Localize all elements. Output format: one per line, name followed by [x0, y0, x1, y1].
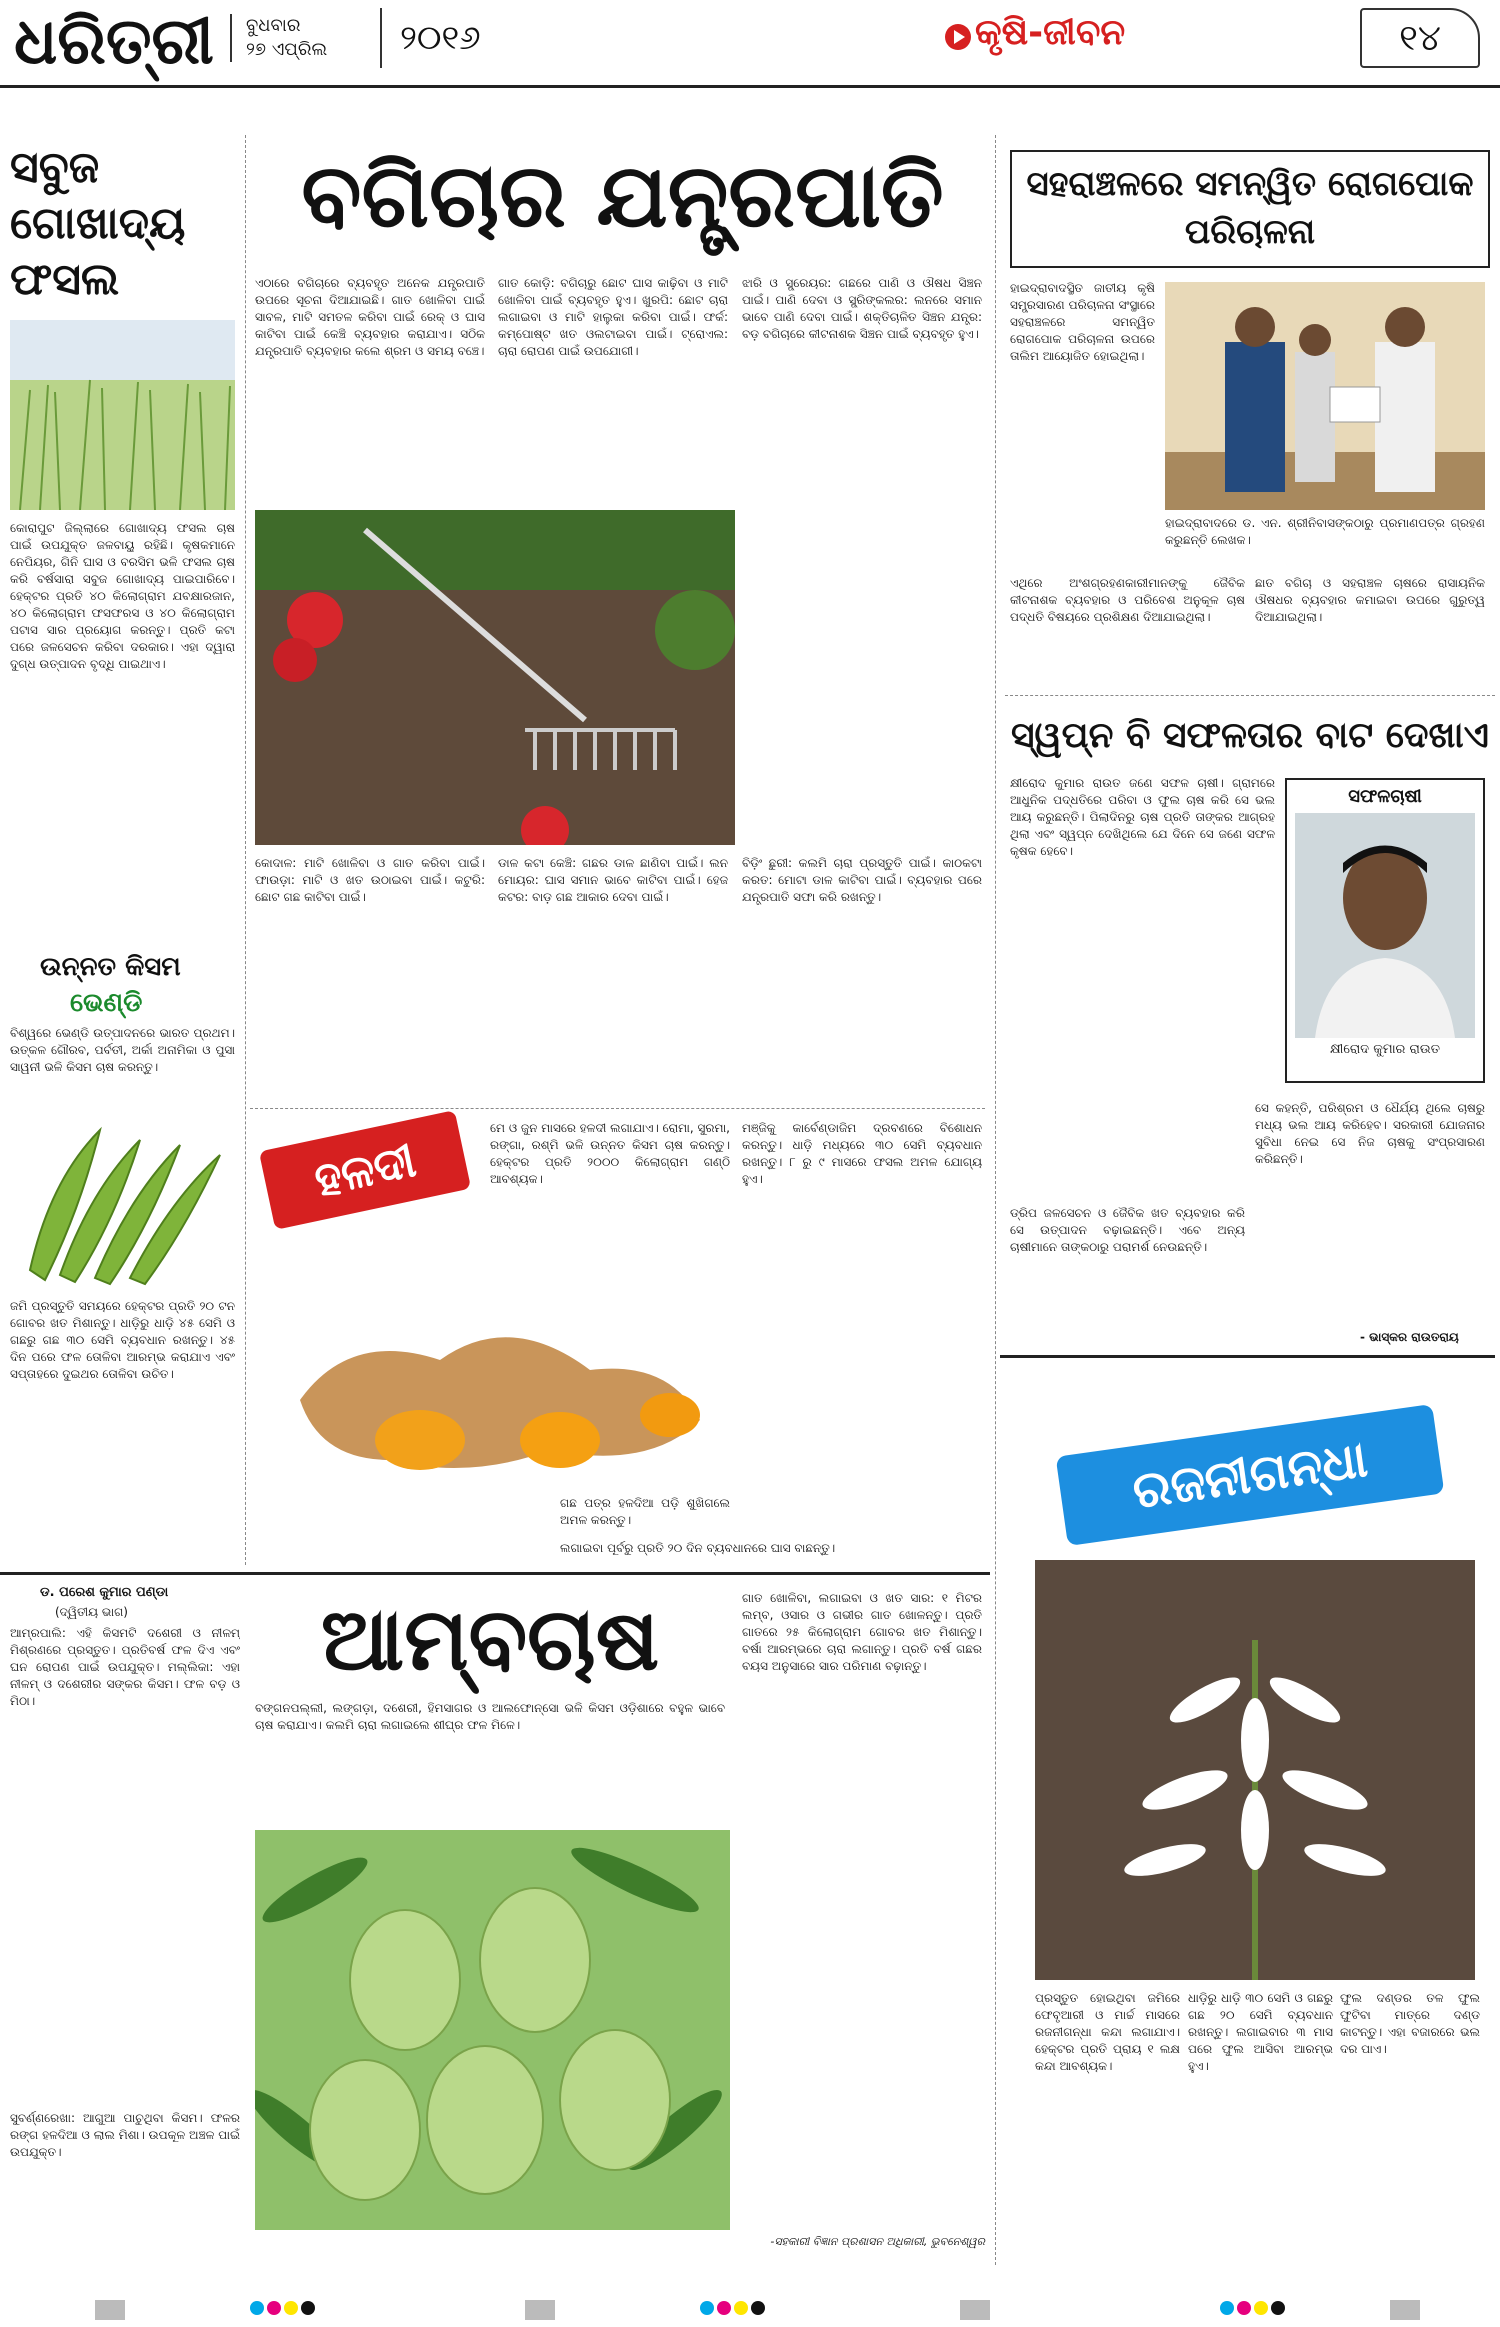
ipm-photo — [1165, 282, 1485, 510]
fodder-body: କୋରାପୁଟ ଜିଲ୍ଲାରେ ଗୋଖାଦ୍ୟ ଫସଲ ଚାଷ ପାଇଁ ଉପଯୁକ୍ତ ଜଳବାୟୁ ରହିଛି। କୃଷକମାନେ ନେପିୟର, ଗିନି ଘାସ ଓ ବରସିମ ଭଳି ଫସଲ ଚାଷ କରି ବର୍ଷସାରା ସବୁଜ ଗୋଖାଦ୍ୟ ପାଇପାରିବେ। ହେକ୍ଟର ପ୍ରତି ୪୦ କିଲୋଗ୍ରାମ ଯବକ୍ଷାରଜାନ, ୪୦ କିଲୋଗ୍ରାମ ଫସଫରସ ଓ ୪୦ କିଲୋଗ୍ରାମ ପଟାସ ସାର ପ୍ରୟୋଗ କରନ୍ତୁ। ପ୍ରତି କଟା ପରେ ଜଳସେଚନ କରିବା ଦରକାର। ଏହା ଦ୍ୱାରା ଦୁଗ୍ଧ ଉତ୍ପାଦନ ବୃଦ୍ଧି ପାଇଥାଏ। — [10, 521, 235, 671]
mango-photo — [255, 1830, 730, 2230]
dream-title: ସ୍ୱପ୍ନ ବି ସଫଳତାର ବାଟ ଦେଖାଏ — [1011, 714, 1489, 756]
farmer-profile-box — [1285, 778, 1485, 1083]
mango-title: ଆମ୍ବଚାଷ — [320, 1589, 660, 1690]
registration-mark — [960, 2300, 990, 2320]
issue-date — [230, 14, 327, 62]
ipm-body-3: ଛାତ ବଗିଚା ଓ ସହରାଞ୍ଚଳ ଚାଷରେ ରାସାୟନିକ ଔଷଧର ବ୍ୟବହାର କମାଇବା ଉପରେ ଗୁରୁତ୍ୱ ଦିଆଯାଇଥିଲା। — [1255, 576, 1485, 624]
dream-body-2: ଡ୍ରିପ ଜଳସେଚନ ଓ ଜୈବିକ ଖତ ବ୍ୟବହାର କରି ସେ ଉତ୍ପାଦନ ବଢ଼ାଇଛନ୍ତି। ଏବେ ଅନ୍ୟ ଚାଷୀମାନେ ତାଙ୍କଠାରୁ ପରାମର୍ଶ ନେଉଛନ୍ତି। — [1010, 1206, 1245, 1254]
okra-photo — [10, 1100, 235, 1290]
mango-part: (ଦ୍ୱିତୀୟ ଭାଗ) — [55, 1605, 128, 1619]
turmeric-photo — [270, 1250, 730, 1490]
tuberose-body-2: ଧାଡ଼ିରୁ ଧାଡ଼ି ୩୦ ସେମି ଓ ଗଛରୁ ଗଛ ୨୦ ସେମି ବ୍ୟବଧାନ ରଖନ୍ତୁ। ଲଗାଇବାର ୩ ମାସ ପରେ ଫୁଲ ଆସିବା ଆରମ୍ଭ ହୁଏ। — [1188, 1991, 1333, 2073]
turmeric-body-2: ମଞ୍ଜିକୁ କାର୍ବେଣ୍ଡାଜିମ ଦ୍ରବଣରେ ବିଶୋଧନ କରନ୍ତୁ। ଧାଡ଼ି ମଧ୍ୟରେ ୩୦ ସେମି ବ୍ୟବଧାନ ରଖନ୍ତୁ। ୮ ରୁ ୯ ମାସରେ ଫସଲ ଅମଳ ଯୋଗ୍ୟ ହୁଏ। — [742, 1121, 982, 1186]
tuberose-title: ରଜନୀଗନ୍ଧା — [1056, 1404, 1445, 1546]
dream-body-1: କ୍ଷୀରୋଦ କୁମାର ରାଉତ ଜଣେ ସଫଳ ଚାଷୀ। ଗ୍ରାମରେ ଆଧୁନିକ ପଦ୍ଧତିରେ ପରିବା ଓ ଫୁଲ ଚାଷ କରି ସେ ଭଲ ଆୟ କରୁଛନ୍ତି। ପିଲାଦିନରୁ ଚାଷ ପ୍ରତି ତାଙ୍କର ଆଗ୍ରହ ଥିଲା ଏବଂ ସ୍ୱପ୍ନ ଦେଖିଥିଲେ ଯେ ଦିନେ ସେ ଜଣେ ସଫଳ କୃଷକ ହେବେ। — [1010, 776, 1275, 858]
color-marks — [250, 2300, 330, 2320]
okra-heading: ଭେଣ୍ଡି — [70, 988, 143, 1018]
tools-body-3: ଝାରି ଓ ସ୍ପ୍ରେୟର: ଗଛରେ ପାଣି ଓ ଔଷଧ ସିଞ୍ଚନ ପାଇଁ। ପାଣି ଦେବା ଓ ସ୍ପ୍ରିଙ୍କଲର: ଲନରେ ସମାନ ଭାବେ ପାଣି ଦେବା ପାଇଁ। ଶକ୍ତିଚାଳିତ ସିଞ୍ଚନ ଯନ୍ତ୍ର: ବଡ଼ ବଗିଚାରେ କୀଟନାଶକ ସିଞ୍ଚନ ପାଇଁ ବ୍ୟବହୃତ ହୁଏ। — [742, 276, 982, 341]
mango-body-1: ଆମ୍ରପାଲି: ଏହି କିସମଟି ଦଶେରୀ ଓ ନୀଳମ୍ ମିଶ୍ରଣରେ ପ୍ରସ୍ତୁତ। ପ୍ରତିବର୍ଷ ଫଳ ଦିଏ ଏବଂ ଘନ ରୋପଣ ପାଇଁ ଉପଯୁକ୍ତ। ମଲ୍ଲିକା: ଏହା ନୀଳମ୍ ଓ ଦଶେରୀର ସଙ୍କର କିସମ। ଫଳ ବଡ଼ ଓ ମିଠା। — [10, 1626, 240, 1708]
dream-body-3: ସେ କହନ୍ତି, ପରିଶ୍ରମ ଓ ଧୈର୍ଯ୍ୟ ଥିଲେ ଚାଷରୁ ମଧ୍ୟ ଭଲ ଆୟ କରିହେବ। ସରକାରୀ ଯୋଜନାର ସୁବିଧା ନେଇ ସେ ନିଜ ଚାଷକୁ ସଂପ୍ରସାରଣ କରିଛନ୍ତି। — [1255, 1101, 1485, 1166]
column-divider — [995, 135, 996, 2265]
tuberose-body-3: ଫୁଲ ଦଣ୍ଡର ତଳ ଫୁଲ ଫୁଟିବା ମାତ୍ରେ ଦଣ୍ଡ କାଟନ୍ତୁ। ଏହା ବଜାରରେ ଭଲ ଦର ପାଏ। — [1340, 1991, 1480, 2056]
tools-body-6: ବିଡ଼ିଂ ଛୁରୀ: କଲମି ଚାରା ପ୍ରସ୍ତୁତି ପାଇଁ। କାଠକଟା କରତ: ମୋଟା ଡାଳ କାଟିବା ପାଇଁ। ବ୍ୟବହାର ପରେ ଯନ୍ତ୍ରପାତି ସଫା କରି ରଖନ୍ତୁ। — [742, 856, 982, 904]
section-divider — [250, 1108, 985, 1109]
ipm-body-2: ଏଥିରେ ଅଂଶଗ୍ରହଣକାରୀମାନଙ୍କୁ ଜୈବିକ କୀଟନାଶକ ବ୍ୟବହାର ଓ ପରିବେଶ ଅନୁକୂଳ ଚାଷ ପଦ୍ଧତି ବିଷୟରେ ପ୍ରଶିକ୍ଷଣ ଦିଆଯାଇଥିଲା। — [1010, 576, 1245, 624]
fodder-photo — [10, 320, 235, 510]
tools-body-2: ଗାତ କୋଡ଼ି: ବଗିଚାରୁ ଛୋଟ ଘାସ କାଢ଼ିବା ଓ ମାଟି ଖୋଳିବା ପାଇଁ ବ୍ୟବହୃତ ହୁଏ। ଖୁରପି: ଛୋଟ ଚାରା ଲଗାଇବା ଓ ମାଟି ହାଲୁକା କରିବା ପାଇଁ। ଫର୍କ: କମ୍ପୋଷ୍ଟ ଖତ ଓଲଟାଇବା ପାଇଁ। ଟ୍ରୋଏଲ: ଚାରା ରୋପଣ ପାଇଁ ଉପଯୋଗୀ। — [498, 276, 728, 358]
section-divider — [1000, 1355, 1495, 1358]
ipm-title: ସହରାଞ୍ଚଳରେ ସମନ୍ୱିତ ରୋଗପୋକ ପରିଚାଳନା — [1026, 164, 1474, 252]
portrait-caption: କ୍ଷୀରୋଦ କୁମାର ରାଉତ — [1330, 1042, 1440, 1057]
tools-body-5: ଡାଳ କଟା କେଞ୍ଚି: ଗଛର ଡାଳ ଛାଣିବା ପାଇଁ। ଲନ ମୋୟର: ଘାସ ସମାନ ଭାବେ କାଟିବା ପାଇଁ। ହେଜ କଟର: ବାଡ଼ ଗଛ ଆକାର ଦେବା ପାଇଁ। — [498, 856, 728, 904]
ipm-title-box — [1010, 150, 1490, 268]
issue-date-text: ୨୭ ଏପ୍ରିଲ — [246, 39, 328, 60]
rake-photo — [255, 510, 735, 845]
variety-heading: ଉନ୍ନତ କିସମ — [40, 952, 181, 982]
issue-year: ୨୦୧୬ — [380, 8, 481, 68]
tuberose-photo — [1035, 1560, 1475, 1980]
section-divider — [1005, 695, 1495, 696]
mango-body-2: ସୁବର୍ଣ୍ଣରେଖା: ଆଗୁଆ ପାଚୁଥିବା କିସମ। ଫଳର ରଙ୍ଗ ହଳଦିଆ ଓ ଲାଲ ମିଶା। ଉପକୂଳ ଅଞ୍ଚଳ ପାଇଁ ଉପଯୁକ୍ତ। — [10, 2111, 240, 2159]
fodder-title: ସବୁଜ ଗୋଖାଦ୍ୟ ଫସଲ — [10, 142, 186, 305]
section-divider — [0, 1572, 990, 1575]
registration-mark — [1390, 2300, 1420, 2320]
newspaper-logo: ଧରିତ୍ରୀ — [14, 4, 214, 79]
masthead — [0, 0, 1500, 88]
profile-label: ସଫଳଚାଷୀ — [1348, 786, 1422, 807]
farmer-portrait — [1295, 813, 1475, 1038]
ipm-photo-caption: ହାଇଦ୍ରାବାଦରେ ଡ. ଏନ. ଶ୍ରୀନିବାସଙ୍କଠାରୁ ପ୍ରମାଣପତ୍ର ଗ୍ରହଣ କରୁଛନ୍ତି ଲେଖକ। — [1165, 516, 1485, 547]
tools-title: ବଗିଚାର ଯନ୍ତ୍ରପାତି — [301, 143, 944, 247]
mango-body-4: ଗାତ ଖୋଳିବା, ଲଗାଇବା ଓ ଖତ ସାର: ୧ ମିଟର ଲମ୍ବ, ଓସାର ଓ ଗଭୀର ଗାତ ଖୋଳନ୍ତୁ। ପ୍ରତି ଗାତରେ ୨୫ କିଲୋଗ୍ରାମ ଗୋବର ଖତ ମିଶାନ୍ତୁ। ବର୍ଷା ଆରମ୍ଭରେ ଚାରା ଲଗାନ୍ତୁ। ପ୍ରତି ବର୍ଷ ଗଛର ବୟସ ଅନୁସାରେ ସାର ପରିମାଣ ବଢ଼ାନ୍ତୁ। — [742, 1591, 982, 1673]
color-marks — [700, 2300, 780, 2320]
mango-byline: ଡ. ପରେଶ କୁମାର ପଣ୍ଡା — [40, 1585, 169, 1600]
page-number: ୧୪ — [1360, 8, 1480, 68]
okra-body: ବିଶ୍ୱରେ ଭେଣ୍ଡି ଉତ୍ପାଦନରେ ଭାରତ ପ୍ରଥମ। ଉତ୍କଳ ଗୌରବ, ପର୍ବତୀ, ଅର୍କା ଅନାମିକା ଓ ପୁସା ସାୱନୀ ଭଳି କିସମ ଚାଷ କରନ୍ତୁ। — [10, 1026, 235, 1074]
turmeric-body-4: ଲଗାଇବା ପୂର୍ବରୁ ପ୍ରତି ୨୦ ଦିନ ବ୍ୟବଧାନରେ ଘାସ ବାଛନ୍ତୁ। — [560, 1541, 836, 1555]
mango-body-3: ବଙ୍ଗନପଲ୍ଲୀ, ଲଙ୍ଗଡ଼ା, ଦଶେରୀ, ହିମସାଗର ଓ ଆଲଫୋନ୍ସୋ ଭଳି କିସମ ଓଡ଼ିଶାରେ ବହୁଳ ଭାବେ ଚାଷ କରାଯାଏ। କଲମି ଚାରା ଲଗାଇଲେ ଶୀଘ୍ର ଫଳ ମିଳେ। — [255, 1701, 725, 1732]
dream-byline: - ଭାସ୍କର ରାଉତରାୟ — [1360, 1330, 1459, 1344]
turmeric-title: ହଳଦୀ — [259, 1110, 471, 1230]
section-title: କୃଷି-ଜୀବନ — [975, 12, 1126, 53]
registration-mark — [95, 2300, 125, 2320]
turmeric-body-1: ମେ ଓ ଜୁନ ମାସରେ ହଳଦୀ ଲଗାଯାଏ। ରୋମା, ସୁରମା, ରଙ୍ଗା, ରଶ୍ମି ଭଳି ଉନ୍ନତ କିସମ ଚାଷ କରନ୍ତୁ। ହେକ୍ଟର ପ୍ରତି ୨୦୦୦ କିଲୋଗ୍ରାମ ଗଣ୍ଠି ଆବଶ୍ୟକ। — [490, 1121, 730, 1186]
mango-footer: -ସହକାରୀ ବିଜ୍ଞାନ ପ୍ରଶାସନ ଅଧିକାରୀ, ଭୁବନେଶ୍ୱର — [770, 2235, 985, 2248]
play-icon — [945, 24, 971, 50]
registration-mark — [525, 2300, 555, 2320]
tuberose-body-1: ପ୍ରସ୍ତୁତ ହୋଇଥିବା ଜମିରେ ଫେବୃଆରୀ ଓ ମାର୍ଚ୍ଚ ମାସରେ ରଜନୀଗନ୍ଧା କନ୍ଦା ଲଗାଯାଏ। ହେକ୍ଟର ପ୍ରତି ପ୍ରାୟ ୧ ଲକ୍ଷ କନ୍ଦା ଆବଶ୍ୟକ। — [1035, 1991, 1180, 2073]
color-marks — [1220, 2300, 1300, 2320]
issue-day: ବୁଧବାର — [246, 15, 301, 36]
tools-body-1: ଏଠାରେ ବଗିଚାରେ ବ୍ୟବହୃତ ଅନେକ ଯନ୍ତ୍ରପାତି ଉପରେ ସୂଚନା ଦିଆଯାଇଛି। ଗାତ ଖୋଳିବା ପାଇଁ ସାବଳ, ମାଟି ସମତଳ କରିବା ପାଇଁ ରେକ୍ ଓ ଘାସ କାଟିବା ପାଇଁ କେଞ୍ଚି ବ୍ୟବହାର କରାଯାଏ। ସଠିକ ଯନ୍ତ୍ରପାତି ବ୍ୟବହାର କଲେ ଶ୍ରମ ଓ ସମୟ ବଞ୍ଚେ। — [255, 276, 485, 358]
turmeric-body-3: ଗଛ ପତ୍ର ହଳଦିଆ ପଡ଼ି ଶୁଖିଗଲେ ଅମଳ କରନ୍ତୁ। — [560, 1496, 730, 1527]
ipm-body-1: ହାଇଦ୍ରାବାଦସ୍ଥିତ ଜାତୀୟ କୃଷି ସମ୍ପ୍ରସାରଣ ପରିଚାଳନା ସଂସ୍ଥାରେ ସହରାଞ୍ଚଳରେ ସମନ୍ୱିତ ରୋଗପୋକ ପରିଚାଳନା ଉପରେ ତାଲିମ ଆୟୋଜିତ ହୋଇଥିଲା। — [1010, 281, 1155, 363]
okra-body-2: ଜମି ପ୍ରସ୍ତୁତି ସମୟରେ ହେକ୍ଟର ପ୍ରତି ୨୦ ଟନ ଗୋବର ଖତ ମିଶାନ୍ତୁ। ଧାଡ଼ିରୁ ଧାଡ଼ି ୪୫ ସେମି ଓ ଗଛରୁ ଗଛ ୩୦ ସେମି ବ୍ୟବଧାନ ରଖନ୍ତୁ। ୪୫ ଦିନ ପରେ ଫଳ ତୋଳିବା ଆରମ୍ଭ କରାଯାଏ ଏବଂ ସପ୍ତାହରେ ଦୁଇଥର ତୋଳିବା ଉଚିତ। — [10, 1299, 235, 1381]
tools-body-4: କୋଦାଳ: ମାଟି ଖୋଳିବା ଓ ଗାତ କରିବା ପାଇଁ। ଫାଉଡ଼ା: ମାଟି ଓ ଖତ ଉଠାଇବା ପାଇଁ। କଟୁରି: ଛୋଟ ଗଛ କାଟିବା ପାଇଁ। — [255, 856, 485, 904]
column-divider — [245, 135, 246, 1565]
